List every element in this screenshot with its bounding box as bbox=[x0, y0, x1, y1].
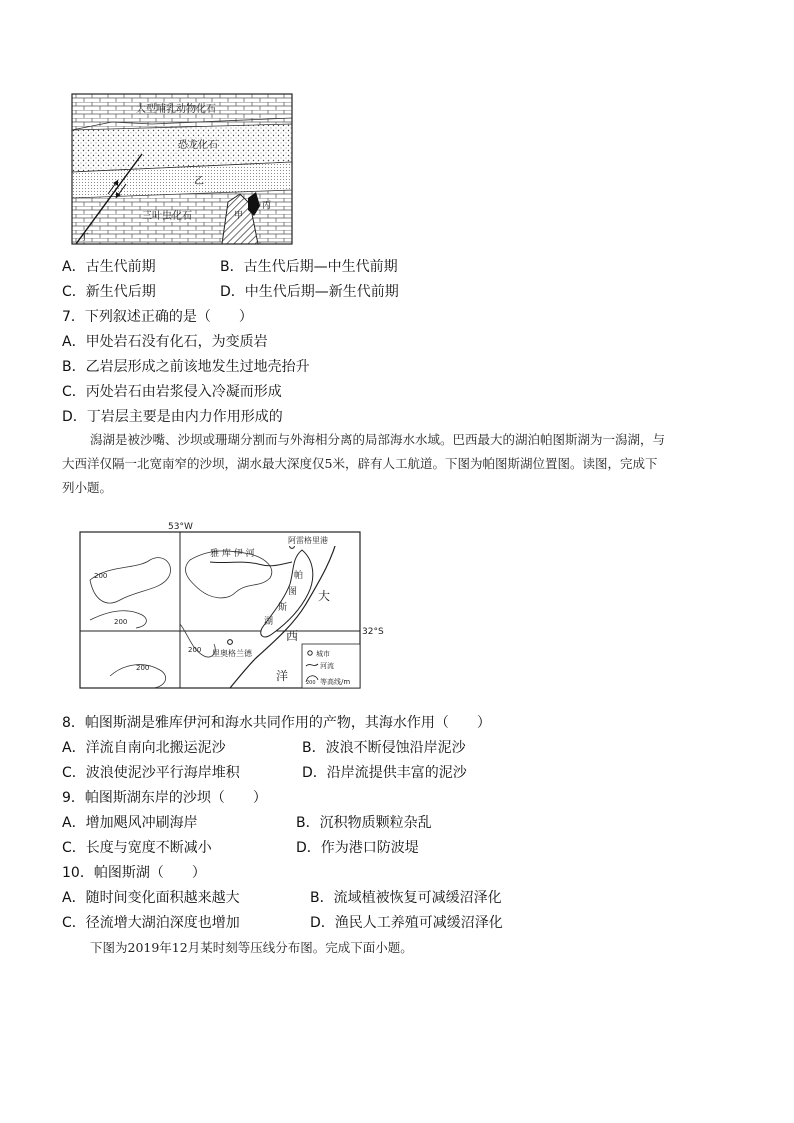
q10-option-a[interactable]: A．随时间变化面积越来越大 bbox=[62, 890, 240, 906]
lagoon-intro-line1: 潟湖是被沙嘴、沙坝或珊瑚分割而与外海相分离的局部海水水域。巴西最大的湖泊帕图斯湖为一潟湖，与 bbox=[90, 432, 666, 447]
q10-option-d[interactable]: D．渔民人工养殖可减缓沼泽化 bbox=[310, 915, 503, 931]
q9-stem: 9．帕图斯湖东岸的沙坝（ ） bbox=[62, 790, 267, 806]
q7-stem: 7．下列叙述正确的是（ ） bbox=[62, 309, 253, 325]
lake-char: 湖 bbox=[264, 617, 274, 627]
q7-option-d[interactable]: D．丁岩层主要是由内力作用形成的 bbox=[62, 409, 283, 425]
trilobite-fossil-label: 三叶虫化石 bbox=[142, 211, 192, 222]
q10-option-b[interactable]: B．流域植被恢复可减缓沼泽化 bbox=[310, 890, 502, 906]
porto-alegre-label: 阿雷格里港 bbox=[288, 536, 328, 545]
mammal-fossil-label: 大型哺乳动物化石 bbox=[136, 104, 216, 115]
strata-figure bbox=[72, 94, 292, 244]
patos-lagoon-map bbox=[80, 520, 384, 692]
lake-char: 斯 bbox=[278, 603, 288, 613]
jia-label: 甲 bbox=[234, 211, 244, 221]
pressure-intro: 下图为2019年12月某时刻等压线分布图。完成下面小题。 bbox=[90, 940, 413, 955]
bing-label: 丙 bbox=[262, 201, 272, 211]
q9-option-c[interactable]: C．长度与宽度不断减小 bbox=[62, 840, 212, 856]
q7-option-b[interactable]: B．乙岩层形成之前该地发生过地壳抬升 bbox=[62, 359, 310, 375]
contour-label: 200 bbox=[114, 618, 128, 626]
q6-option-a[interactable]: A．古生代前期 bbox=[62, 259, 156, 275]
legend-contour-value: 200 bbox=[306, 680, 316, 686]
ding-label: 丁 bbox=[80, 233, 90, 243]
latitude-label: 32°S bbox=[362, 627, 384, 637]
q9-option-d[interactable]: D．作为港口防波堤 bbox=[296, 840, 419, 856]
q9-option-a[interactable]: A．增加飓风冲刷海岸 bbox=[62, 815, 198, 831]
lagoon-intro-line2: 大西洋仅隔一北宽南窄的沙坝，湖水最大深度仅5米，辟有人工航道。下图为帕图斯湖位置图。读图，完成下 bbox=[62, 456, 658, 471]
q8-option-d[interactable]: D．沿岸流提供丰富的泥沙 bbox=[302, 765, 467, 781]
q7-option-c[interactable]: C．丙处岩石由岩浆侵入冷凝而形成 bbox=[62, 384, 282, 400]
q8-option-a[interactable]: A．洋流自南向北搬运泥沙 bbox=[62, 740, 226, 756]
contour-label: 200 bbox=[136, 664, 150, 672]
river-label: 雅 库 伊 河 bbox=[210, 549, 255, 559]
ocean-char: 大 bbox=[318, 589, 331, 603]
rio-grande-city-marker bbox=[228, 640, 233, 645]
ocean-char: 西 bbox=[286, 629, 299, 643]
q6-option-b[interactable]: B．古生代后期—中生代前期 bbox=[220, 259, 398, 275]
legend-contour: 等高线/m bbox=[320, 678, 351, 686]
q7-option-a[interactable]: A．甲处岩石没有化石，为变质岩 bbox=[62, 334, 268, 350]
lagoon-intro-line3: 列小题。 bbox=[62, 480, 113, 495]
dinosaur-fossil-label: 恐龙化石 bbox=[178, 140, 218, 151]
longitude-label: 53°W bbox=[168, 522, 193, 532]
q8-option-c[interactable]: C．波浪使泥沙平行海岸堆积 bbox=[62, 765, 240, 781]
q8-stem: 8．帕图斯湖是雅库伊河和海水共同作用的产物，其海水作用（ ） bbox=[62, 715, 491, 731]
map-legend bbox=[302, 644, 360, 688]
q10-stem: 10．帕图斯湖（ ） bbox=[62, 865, 206, 881]
lake-char: 帕 bbox=[294, 571, 304, 581]
ocean-char: 洋 bbox=[276, 669, 289, 683]
legend-river: 河流 bbox=[320, 662, 334, 670]
q10-option-c[interactable]: C．径流增大湖泊深度也增加 bbox=[62, 915, 240, 931]
rio-grande-label: 里奥格兰德 bbox=[212, 649, 252, 658]
q6-option-d[interactable]: D．中生代后期—新生代前期 bbox=[220, 284, 399, 300]
lake-char: 图 bbox=[288, 587, 298, 597]
contour-label: 200 bbox=[94, 572, 108, 580]
q9-option-b[interactable]: B．沉积物质颗粒杂乱 bbox=[296, 815, 432, 831]
yi-label: 乙 bbox=[194, 176, 204, 187]
legend-city: 城市 bbox=[316, 650, 330, 658]
q6-option-c[interactable]: C．新生代后期 bbox=[62, 284, 156, 300]
contour-label: 200 bbox=[188, 646, 202, 654]
q8-option-b[interactable]: B．波浪不断侵蚀沿岸泥沙 bbox=[302, 740, 466, 756]
